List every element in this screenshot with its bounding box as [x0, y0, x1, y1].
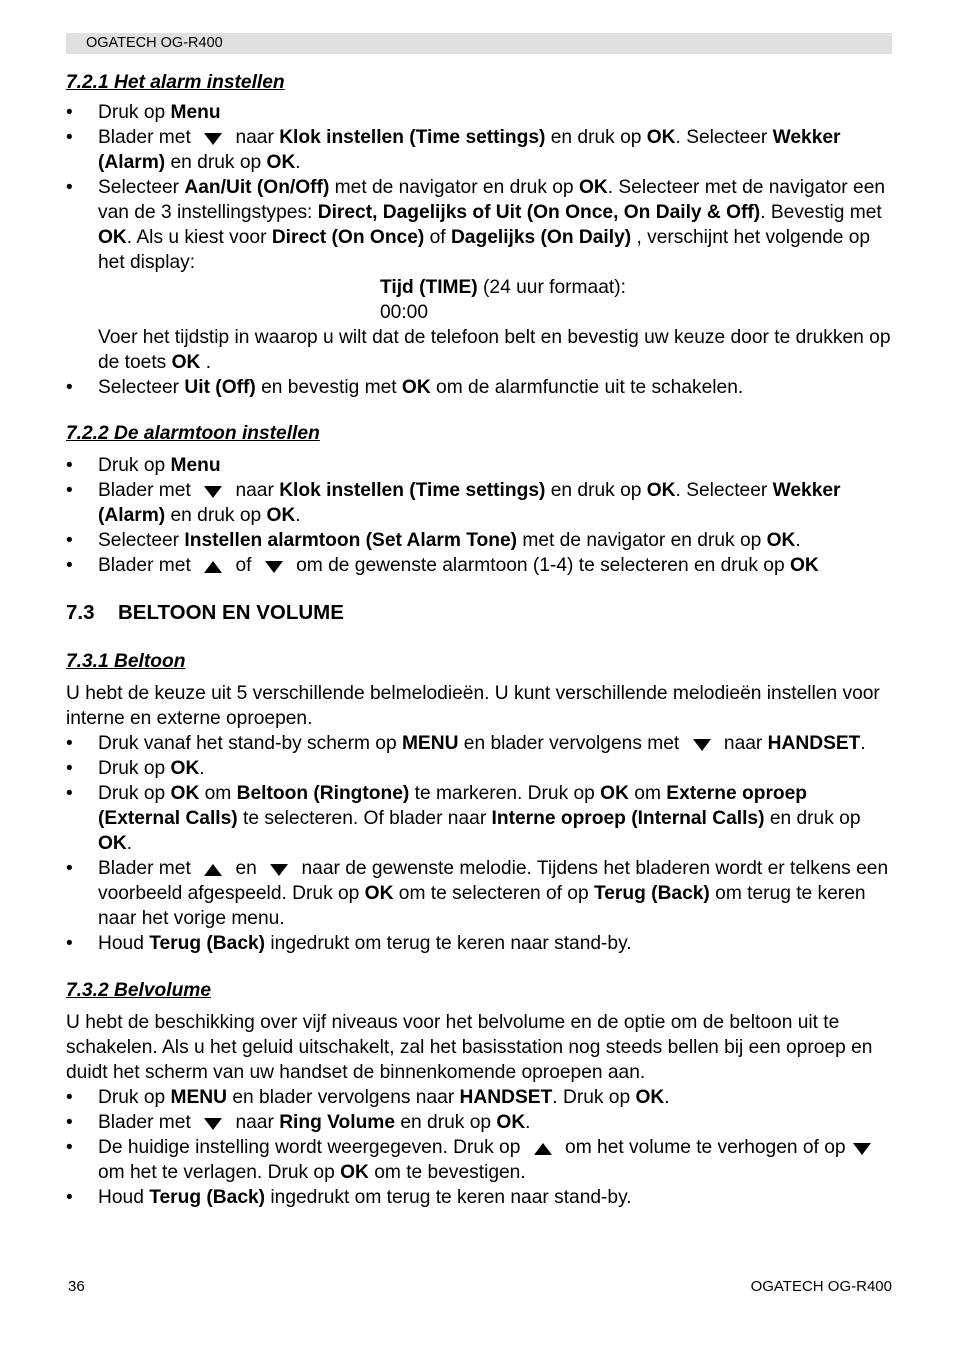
list-item: • Houd Terug (Back) ingedrukt om terug te keren naar stand-by.	[66, 931, 892, 956]
list-item: • Blader met naar Klok instellen (Time settings) en druk op OK. Selecteer Wekker (Alarm) en druk op OK.	[66, 125, 892, 175]
down-arrow-icon	[204, 133, 222, 145]
display-time-value: 00:00	[380, 302, 429, 323]
list-item: • Blader met of om de gewenste alarmtoon (1-4) te selecteren en druk op OK	[66, 553, 892, 578]
list-7-3-2	[66, 1085, 892, 1210]
list-item: • Blader met naar Klok instellen (Time settings) en druk op OK. Selecteer Wekker (Alarm) en druk op OK.	[66, 478, 892, 528]
header-title: OGATECH OG-R400	[86, 35, 223, 51]
down-arrow-icon	[693, 739, 711, 751]
up-arrow-icon	[534, 1143, 552, 1155]
list-item: • Druk op Menu	[66, 100, 892, 125]
page-number: 36	[68, 1278, 85, 1295]
list-7-3-1	[66, 731, 892, 956]
list-item: • Blader met naar Ring Volume en druk op OK.	[66, 1110, 892, 1135]
section-heading-7-3: 7.3 BELTOON EN VOLUME	[66, 601, 344, 624]
list-7-2-1	[66, 100, 892, 400]
list-item: • Houd Terug (Back) ingedrukt om terug te keren naar stand-by.	[66, 1185, 892, 1210]
down-arrow-icon	[265, 561, 283, 573]
list-item: • Selecteer Instellen alarmtoon (Set Alarm Tone) met de navigator en druk op OK.	[66, 528, 892, 553]
heading-7-3-1: 7.3.1 Beltoon	[66, 651, 186, 672]
heading-7-2-1: 7.2.1 Het alarm instellen	[66, 72, 285, 93]
list-item: • Blader met en naar de gewenste melodie. Tijdens het bladeren wordt er telkens een voorbeeld afgespeeld. Druk op OK om te selecteren of op Terug (Back) om terug te keren naar het vorige menu.	[66, 856, 892, 931]
list-item: • Druk op MENU en blader vervolgens naar HANDSET. Druk op OK.	[66, 1085, 892, 1110]
up-arrow-icon	[204, 864, 222, 876]
down-arrow-icon	[204, 486, 222, 498]
list-item: • Selecteer Uit (Off) en bevestig met OK om de alarmfunctie uit te schakelen.	[66, 375, 892, 400]
up-arrow-icon	[204, 561, 222, 573]
heading-7-2-2: 7.2.2 De alarmtoon instellen	[66, 423, 320, 444]
list-item: • Druk op OK om Beltoon (Ringtone) te markeren. Druk op OK om Externe oproep (External Calls) te selecteren. Of blader naar Interne oproep (Internal Calls) en druk op OK.	[66, 781, 892, 856]
heading-7-3-2: 7.3.2 Belvolume	[66, 980, 212, 1001]
list-7-2-2	[66, 453, 892, 578]
list-item: • Druk vanaf het stand-by scherm op MENU en blader vervolgens met naar HANDSET.	[66, 731, 892, 756]
down-arrow-icon	[204, 1118, 222, 1130]
list-item: • Selecteer Aan/Uit (On/Off) met de navigator en druk op OK. Selecteer met de navigator een van de 3 instellingstypes: Direct, Dagelijks of Uit (On Once, On Daily & Off). Bevestig met OK. Als u kiest voor Direct (On Once) of Dagelijks (On Daily) , verschijnt het volgende op het display: Tijd (TIME) (24 uur formaat): 00:00 Voer het tijdstip in waarop u wilt dat de telefoon belt en bevestig uw keuze door te drukken op de toets OK .	[66, 175, 892, 375]
header-bar	[66, 33, 892, 54]
intro-7-3-1: U hebt de keuze uit 5 verschillende belmelodieën. U kunt verschillende melodieën instellen voor interne en externe oproepen.	[66, 683, 880, 729]
intro-7-3-2: U hebt de beschikking over vijf niveaus voor het belvolume en de optie om de beltoon uit te schakelen. Als u het geluid uitschakelt, zal het basisstation nog steeds bellen bij een oproep en duidt het scherm van uw handset de binnenkomende oproepen aan.	[66, 1012, 873, 1083]
list-item: • De huidige instelling wordt weergegeven. Druk op om het volume te verhogen of op om het te verlagen. Druk op OK om te bevestigen.	[66, 1135, 892, 1185]
display-time-label: Tijd (TIME) (24 uur formaat):	[380, 277, 626, 298]
footer-title: OGATECH OG-R400	[750, 1278, 892, 1295]
time-instruction: Voer het tijdstip in waarop u wilt dat de telefoon belt en bevestig uw keuze door te drukken op de toets OK .	[98, 327, 891, 373]
down-arrow-icon	[853, 1143, 871, 1155]
page-content	[66, 70, 892, 1210]
down-arrow-icon	[270, 864, 288, 876]
list-item: • Druk op Menu	[66, 453, 892, 478]
list-item: • Druk op OK.	[66, 756, 892, 781]
